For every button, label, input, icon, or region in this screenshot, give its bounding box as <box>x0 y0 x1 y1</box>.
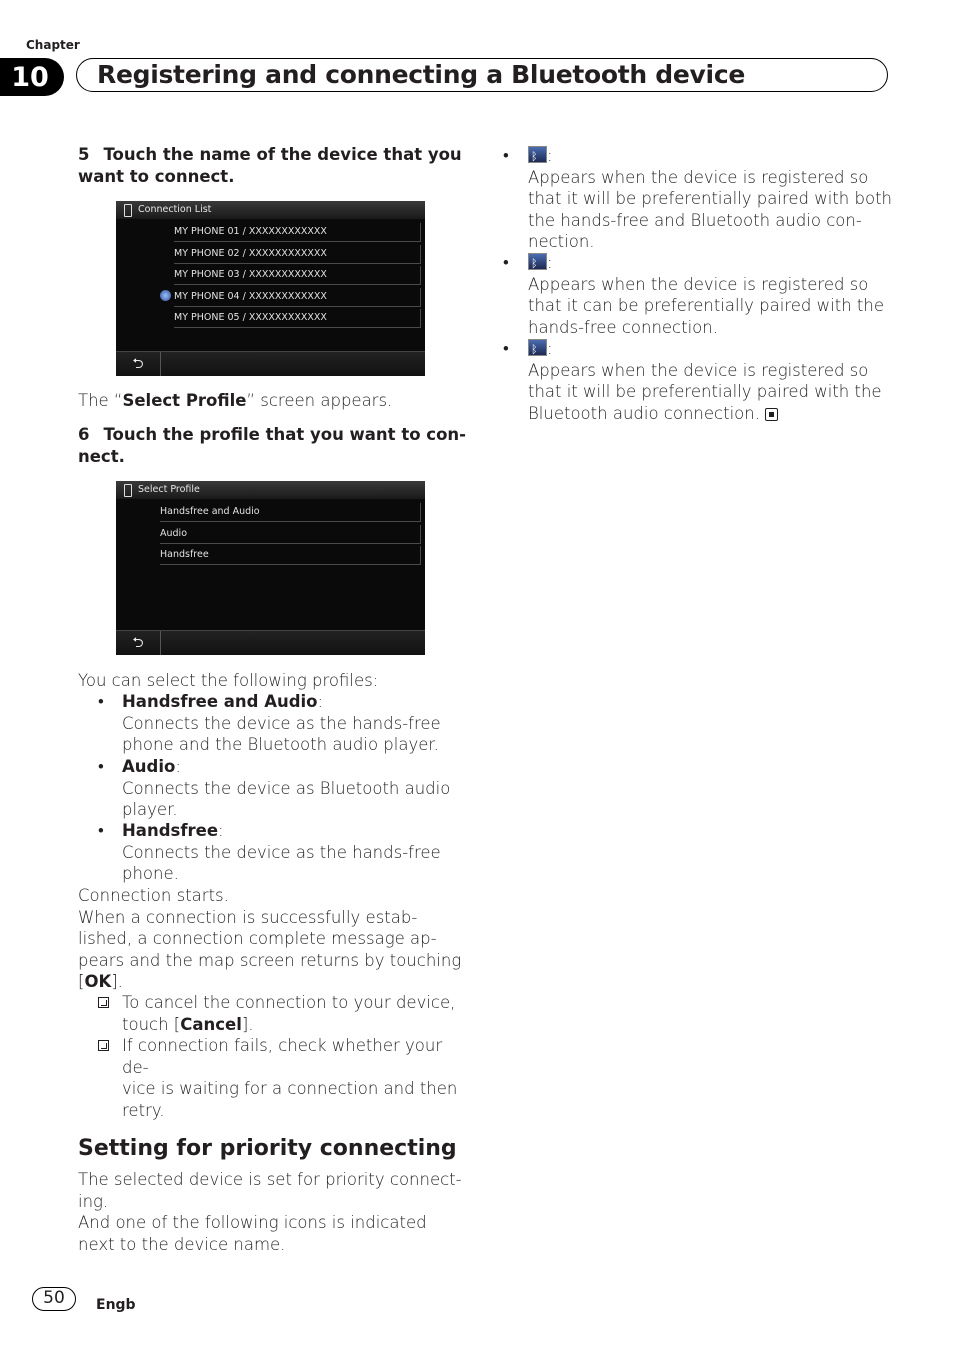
device-item-1[interactable] <box>174 223 421 242</box>
end-of-section-icon <box>765 408 778 421</box>
profile-item-handsfree-audio[interactable] <box>160 503 421 522</box>
device-item-label: MY PHONE 02 / XXXXXXXXXXXX <box>174 248 327 259</box>
profile-desc: Connects the device as the hands-free <box>122 713 441 733</box>
back-arrow-icon: ⮌ <box>132 635 144 651</box>
profile-handsfree: Handsfree: Connects the device as the hands-free phone. <box>122 820 462 885</box>
connection-paragraph <box>78 885 468 993</box>
section-body <box>78 1169 468 1255</box>
device-item-label: MY PHONE 01 / XXXXXXXXXXXX <box>174 226 327 237</box>
step-5-text-2: want to connect. <box>78 167 235 186</box>
section-line: next to the device name. <box>78 1234 286 1254</box>
icon-item-line: that it will be preferentially paired with the <box>528 382 882 401</box>
note-checkbox-icon <box>98 1040 109 1051</box>
connection-list-screen <box>116 201 425 376</box>
icon-item-line: Appears when the device is registered so <box>528 167 869 187</box>
icon-item-line: Appears when the device is registered so <box>528 360 869 380</box>
device-item-label: MY PHONE 04 / XXXXXXXXXXXX <box>174 291 327 302</box>
language-code: Engb <box>96 1297 136 1313</box>
icon-item-line: Bluetooth audio connection. <box>528 403 760 423</box>
icon-item-handsfree-audio <box>528 145 898 253</box>
chapter-title: Registering and connecting a Bluetooth device <box>97 60 745 89</box>
select-profile-screen <box>116 481 425 655</box>
select-profile-appears <box>78 390 392 412</box>
colon: : <box>547 146 553 165</box>
device-item-label: MY PHONE 03 / XXXXXXXXXXXX <box>174 269 327 280</box>
device-item-label: MY PHONE 05 / XXXXXXXXXXXX <box>174 312 327 323</box>
profiles-intro: You can select the following profiles: <box>78 671 379 690</box>
device-item-4[interactable] <box>174 288 421 307</box>
page-number: 50 <box>32 1287 76 1311</box>
bullet: • <box>503 253 509 272</box>
connection-list-bottombar <box>116 351 425 376</box>
icon-item-line: the hands-free and Bluetooth audio con- <box>528 210 862 230</box>
back-arrow-icon: ⮌ <box>132 356 144 372</box>
bullet: • <box>503 146 509 165</box>
note-line: If connection fails, check whether your de- <box>122 1036 443 1077</box>
icon-item-line: nection. <box>528 232 595 251</box>
device-item-3[interactable] <box>174 266 421 285</box>
icon-item-line: that it can be preferentially paired with the <box>528 296 884 315</box>
bluetooth-handsfree-icon <box>528 253 547 270</box>
bullet: • <box>98 821 104 840</box>
success-line: pears and the map screen returns by touching <box>78 950 462 970</box>
note-line: ]. <box>241 1014 254 1034</box>
bluetooth-audio-icon <box>528 339 547 356</box>
connection-starts: Connection starts. <box>78 886 229 905</box>
step-6-text: Touch the profile that you want to con- <box>103 425 466 444</box>
note-cancel <box>122 992 467 1035</box>
bullet: • <box>98 757 104 776</box>
text-post: ]. <box>111 972 123 991</box>
bullet: • <box>98 692 104 711</box>
priority-bluetooth-icon <box>160 290 171 301</box>
text-pre: The “ <box>78 391 123 410</box>
chapter-label: Chapter <box>26 38 80 52</box>
step-5-number: 5 <box>78 145 90 164</box>
bullet: • <box>503 339 509 358</box>
icon-item-handsfree <box>528 252 898 338</box>
profile-handsfree-audio: Handsfree and Audio: Connects the device as the hands-free phone and the Bluetooth audio player. <box>122 691 462 756</box>
back-button[interactable] <box>116 352 161 376</box>
note-fail <box>122 1035 467 1121</box>
note-line: vice is waiting for a connection and then <box>122 1079 458 1098</box>
profile-item-handsfree[interactable] <box>160 546 421 565</box>
profile-desc: phone and the Bluetooth audio player. <box>122 735 439 754</box>
cancel-label: Cancel <box>180 1014 242 1034</box>
step-6-number: 6 <box>78 425 90 444</box>
profile-audio: Audio: Connects the device as Bluetooth audio player. <box>122 756 462 821</box>
icon-item-audio <box>528 338 898 424</box>
note-line: To cancel the connection to your device, <box>122 993 456 1012</box>
profile-item-label: Audio <box>160 528 188 539</box>
profile-name: Audio <box>122 757 176 776</box>
note-line: retry. <box>122 1100 165 1120</box>
profile-name: Handsfree <box>122 821 219 840</box>
connection-list-titlebar <box>116 201 425 219</box>
text-bold: Select Profile <box>122 391 247 410</box>
device-item-2[interactable] <box>174 245 421 264</box>
step-6-text-2: nect. <box>78 447 125 466</box>
success-line: When a connection is successfully estab- <box>78 907 418 927</box>
icon-item-line: Appears when the device is registered so <box>528 274 869 294</box>
device-item-5[interactable] <box>174 309 421 328</box>
step-6 <box>78 424 468 468</box>
section-line: The selected device is set for priority connect- <box>78 1170 462 1189</box>
success-line: lished, a connection complete message ap- <box>78 929 437 948</box>
text-post: ” screen appears. <box>246 391 393 410</box>
profile-item-label: Handsfree and Audio <box>160 506 260 517</box>
step-5-text: Touch the name of the device that you <box>103 145 462 164</box>
section-line: And one of the following icons is indicated <box>78 1213 427 1232</box>
profile-name: Handsfree and Audio <box>122 692 318 711</box>
chapter-number: 10 <box>0 58 64 96</box>
section-heading: Setting for priority connecting <box>78 1136 457 1161</box>
phone-icon <box>124 204 132 217</box>
select-profile-title: Select Profile <box>138 484 200 495</box>
profile-desc: phone. <box>122 864 179 883</box>
note-line: touch [ <box>122 1014 181 1034</box>
profile-desc: Connects the device as the hands-free <box>122 842 441 862</box>
colon: : <box>547 253 553 272</box>
step-5 <box>78 144 468 188</box>
colon: : <box>547 339 553 358</box>
profile-desc: player. <box>122 800 178 819</box>
profile-item-audio[interactable] <box>160 525 421 544</box>
bluetooth-handsfree-audio-icon <box>528 146 547 163</box>
select-profile-titlebar <box>116 481 425 499</box>
icon-item-line: that it will be preferentially paired with both <box>528 189 892 208</box>
profile-item-label: Handsfree <box>160 549 209 560</box>
connection-list-title: Connection List <box>138 204 212 215</box>
section-line: ing. <box>78 1191 109 1211</box>
profile-desc: Connects the device as Bluetooth audio <box>122 778 451 798</box>
ok-label: OK <box>84 972 112 991</box>
icon-item-line: hands-free connection. <box>528 317 718 337</box>
text-pre: [ <box>78 972 85 991</box>
phone-icon <box>124 484 132 497</box>
select-profile-bottombar <box>116 630 425 655</box>
note-checkbox-icon <box>98 997 109 1008</box>
back-button[interactable] <box>116 631 161 655</box>
